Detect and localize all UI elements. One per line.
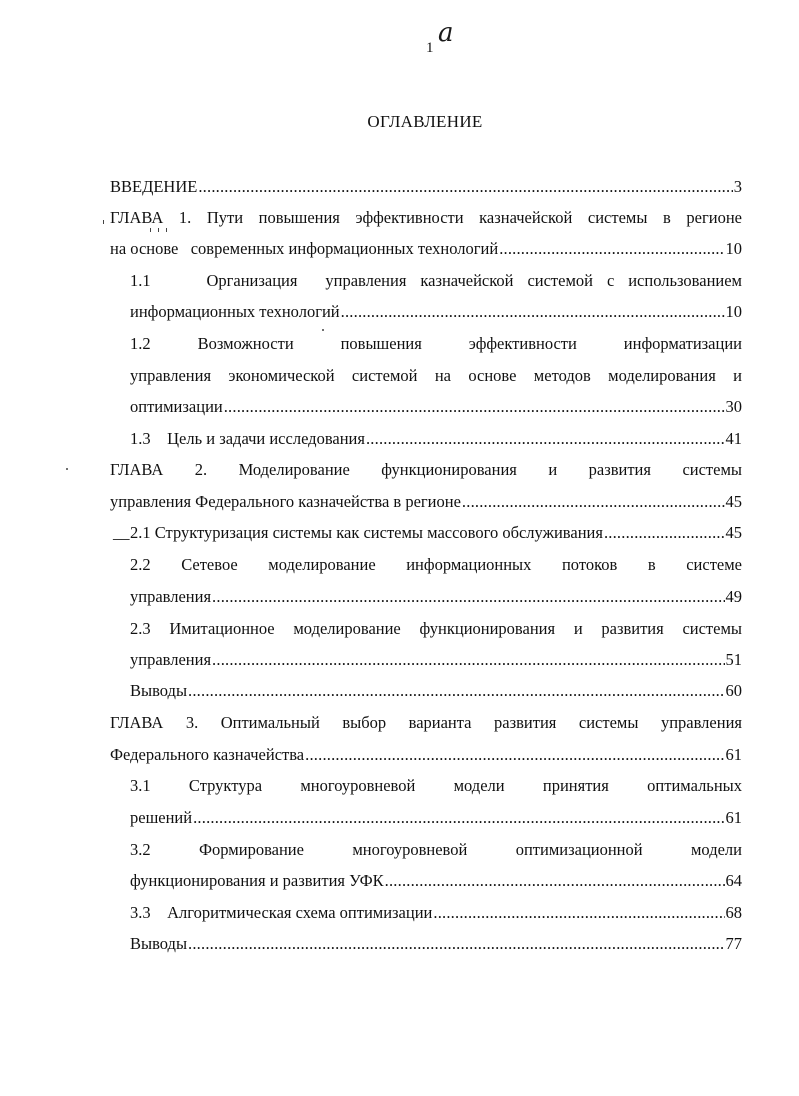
toc-entry-3-2[interactable] (130, 870, 742, 892)
toc-entry-chapter-2[interactable] (110, 491, 742, 513)
leader-dots (499, 238, 724, 260)
toc-entry-page: 3 (733, 177, 742, 196)
toc-entry-1-2[interactable] (130, 396, 742, 418)
toc-entry-label: ВВЕДЕНИЕ (110, 177, 198, 196)
toc-entry-label: 1.3 Цель и задачи исследования (130, 429, 365, 448)
toc-entry-page: 64 (725, 871, 742, 890)
toc-entry-label: на основе современных информационных технологий (110, 239, 499, 258)
section-1-2-heading[interactable]: 1.2 Возможности повышения эффективности информатизации (130, 334, 742, 353)
toc-entry-2-3[interactable] (130, 649, 742, 671)
toc-entry-2-1[interactable] (130, 522, 742, 544)
toc-entry-label: функционирования и развития УФК (130, 871, 384, 890)
toc-entry-3-1[interactable] (130, 807, 742, 829)
section-1-1-heading[interactable]: 1.1 Организация управления казначейской системой с использованием (130, 271, 742, 290)
handwritten-mark: a (438, 18, 454, 48)
toc-entry-label: управления Федерального казначейства в регионе (110, 492, 461, 511)
scan-mark (150, 228, 151, 232)
toc-entry-page: 61 (725, 808, 742, 827)
toc-entry-page: 10 (725, 302, 742, 321)
scan-mark (103, 220, 104, 224)
toc-entry-chapter-3[interactable] (110, 744, 742, 766)
toc-entry-page: 61 (725, 745, 742, 764)
section-2-2-heading[interactable]: 2.2 Сетевое моделирование информационных потоков в системе (130, 555, 742, 574)
toc-entry-2-2[interactable] (130, 586, 742, 608)
leader-dots (433, 902, 724, 924)
toc-entry-chapter-1[interactable] (110, 238, 742, 260)
chapter-3-heading[interactable]: ГЛАВА 3. Оптимальный выбор варианта развития системы управления (110, 713, 742, 732)
section-2-3-heading[interactable]: 2.3 Имитационное моделирование функционирования и развития системы (130, 619, 742, 638)
section-1-2-heading-cont[interactable]: управления экономической системой на основе методов моделирования и (130, 366, 742, 385)
toc-entry-label: оптимизации (130, 397, 223, 416)
toc-entry-page: 41 (725, 429, 742, 448)
leader-dots (193, 807, 724, 829)
leader-dots (385, 870, 725, 892)
toc-entry-3-3[interactable] (130, 902, 742, 924)
toc-entry-page: 49 (725, 587, 742, 606)
leader-dots (198, 176, 732, 198)
toc-entry-label: решений (130, 808, 193, 827)
toc-entry-label: Федерального казначейства (110, 745, 305, 764)
leader-dots (604, 522, 725, 544)
toc-entry-page: 51 (725, 650, 742, 669)
scan-speck (66, 468, 68, 470)
toc-entry-label: управления (130, 650, 212, 669)
toc-entry-label: Выводы (130, 681, 188, 700)
toc-entry-conclusions-2[interactable] (130, 680, 742, 702)
toc-entry-label: Выводы (130, 934, 188, 953)
leader-dots (224, 396, 725, 418)
toc-entry-page: 30 (725, 397, 742, 416)
toc-entry-intro[interactable] (110, 176, 742, 198)
toc-entry-page: 45 (725, 523, 742, 542)
leader-dots (341, 301, 725, 323)
chapter-2-heading[interactable]: ГЛАВА 2. Моделирование функционирования и развития системы (110, 460, 742, 479)
toc-entry-page: 60 (725, 681, 742, 700)
toc-entry-label: 3.3 Алгоритмическая схема оптимизации (130, 903, 433, 922)
toc-entry-conclusions-3[interactable] (130, 933, 742, 955)
leader-dots (462, 491, 725, 513)
leader-dots (305, 744, 724, 766)
page-number: 1 (426, 40, 434, 56)
toc-entry-label: информационных технологий (130, 302, 340, 321)
leader-dots (188, 933, 724, 955)
leader-dots (188, 680, 724, 702)
chapter-1-heading[interactable]: ГЛАВА 1. Пути повышения эффективности казначейской системы в регионе (110, 208, 742, 227)
scan-mark (158, 228, 159, 232)
leader-dots (212, 586, 724, 608)
toc-entry-page: 68 (725, 903, 742, 922)
section-3-1-heading[interactable]: 3.1 Структура многоуровневой модели принятия оптимальных (130, 776, 742, 795)
toc-entry-page: 10 (725, 239, 742, 258)
toc-entry-1-1[interactable] (130, 301, 742, 323)
toc-entry-label: управления (130, 587, 212, 606)
scan-speck (322, 329, 324, 331)
toc-entry-page: 77 (725, 934, 742, 953)
scan-mark (166, 228, 167, 232)
toc-title: ОГЛАВЛЕНИЕ (367, 112, 483, 131)
toc-entry-label: 2.1 Структуризация системы как системы массового обслуживания (130, 523, 603, 542)
section-3-2-heading[interactable]: 3.2 Формирование многоуровневой оптимизационной модели (130, 840, 742, 859)
leader-dots (366, 428, 725, 450)
toc-entry-1-3[interactable] (130, 428, 742, 450)
toc-entry-page: 45 (725, 492, 742, 511)
scan-underline: __ (113, 523, 130, 542)
leader-dots (212, 649, 724, 671)
